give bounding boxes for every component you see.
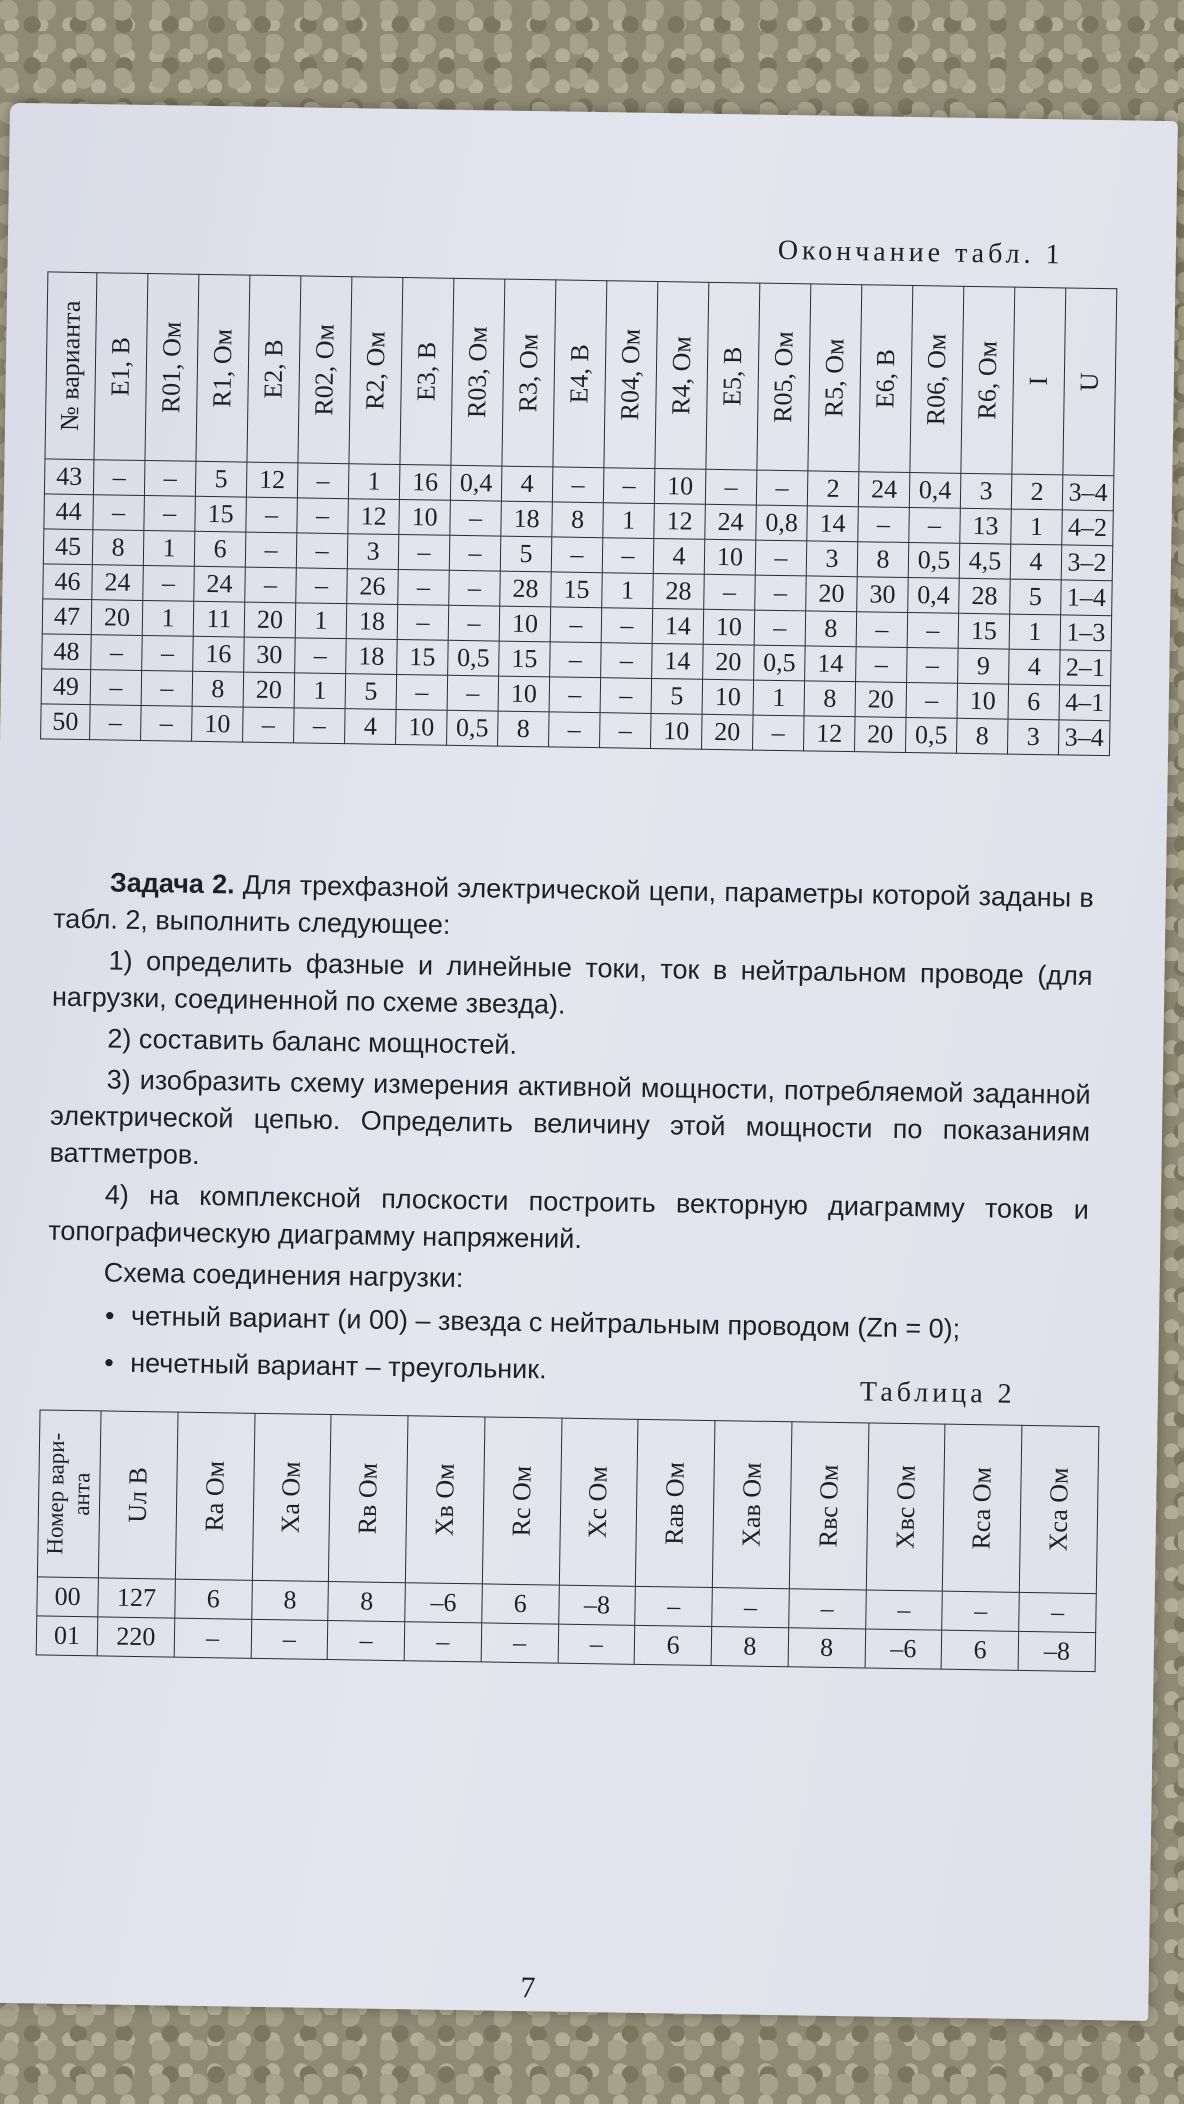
table1-cell: 8 [192,671,244,707]
table1-cell: – [754,610,806,646]
table1-header-13 [706,282,760,470]
table1-header-label: R6, Ом [972,340,1003,420]
table1-header-12 [655,282,709,470]
table1-cell: 0,5 [448,640,500,676]
table1-cell: 12 [654,503,706,539]
table1-cell: 30 [244,637,296,673]
table1-cell: 24 [194,566,246,602]
table1-header-label: R06, Ом [921,333,952,426]
table1-cell: 5 [345,674,397,710]
table2-cell: – [327,1621,404,1661]
table1-cell: 12 [803,716,855,752]
table2-cell: –8 [558,1585,635,1625]
table2-cell: – [404,1622,481,1662]
table2-cell: 01 [36,1616,98,1656]
table2-header-label: Rвс Ом [813,1464,844,1548]
table1-cell: 45 [43,529,93,565]
table1-cell: 0,4 [450,465,502,501]
table1-header-label: U [1074,372,1104,392]
table1-cell: – [906,682,958,718]
table1-cell: – [297,498,349,534]
table2-header-13 [1019,1425,1098,1593]
table1-cell: 20 [806,576,858,612]
table1-cell: 4 [653,538,705,574]
table1-cell: – [144,460,196,496]
table2-header-label: Xa Ом [276,1461,307,1534]
table2-header-6 [482,1417,561,1585]
table1-cell: – [143,565,195,601]
table2-header-label: Xав Ом [736,1462,767,1548]
table1-cell: 4–1 [1059,685,1111,721]
table1-cell: 2 [807,471,859,507]
table2-cell: 8 [251,1580,328,1620]
book-page [0,103,1178,2021]
table1-cell: 14 [805,646,857,682]
table1-cell: 1–4 [1061,580,1113,616]
table1-cell: – [549,712,601,748]
table2-header-0 [37,1410,101,1578]
table1-cell: 46 [43,564,93,600]
table1-cell: 8 [92,530,144,566]
table1-header-label: E2, В [258,339,289,399]
table1-cell: 4 [1009,649,1061,685]
table2-header-7 [559,1418,638,1586]
bullet-odd-text: нечетный вариант – треугольник. [130,1347,547,1385]
table1-cell: – [295,638,347,674]
table2-header-label: Rв Ом [352,1462,383,1535]
table2-cell: –6 [865,1629,942,1669]
table1-cell: 20 [854,717,906,753]
table2-cell: – [251,1619,328,1659]
table1-cell: – [449,570,501,606]
table1-cell: – [91,635,143,671]
table1-cell: 4 [345,709,397,745]
table2-cell: – [174,1618,251,1658]
table1-cell: 4,5 [959,543,1011,579]
task-intro [53,864,1094,954]
table1-cell: 15 [551,572,603,608]
table1-cell: – [141,670,193,706]
table2-cell: – [1019,1592,1096,1632]
table1-cell: – [93,495,145,531]
table1-cell: 8 [498,711,550,747]
table1-cell: 8 [805,611,857,647]
table1-cell: 10 [651,713,703,749]
table1-header-14 [757,283,811,471]
table1-cell: 10 [192,706,244,742]
table1-cell: 50 [41,704,91,740]
table2-cell: 6 [175,1579,252,1619]
table1-cell: – [601,643,653,679]
table1-cell: – [449,535,501,571]
table1-header-label: № варианта [54,300,86,432]
table1-cell: 15 [499,641,551,677]
table-2 [36,1409,1100,1672]
table1-cell: 47 [42,599,92,635]
table1-cell: 1 [348,464,400,500]
table1-cell: 1 [603,503,655,539]
table1-header-2 [145,274,199,462]
table1-cell: – [603,468,655,504]
table1-cell: – [755,540,807,576]
table-1 [40,271,1117,756]
table1-cell: – [296,568,348,604]
table2-header-label: Xса Ом [1043,1467,1074,1552]
task-intro-text: Для трехфазной электрической цепи, параметры которой заданы в табл. 2, выполнить следующее: [53,869,1094,940]
table1-header-6 [349,277,403,465]
table1-cell: 3–4 [1062,475,1114,511]
table1-cell: – [396,674,448,710]
table2-cell: 6 [482,1584,559,1624]
table1-header-8 [451,278,505,466]
table1-cell: – [141,705,193,741]
table1-cell: 0,5 [908,542,960,578]
table2-header-label: Rc Ом [506,1465,537,1537]
table2-cell: 00 [37,1577,99,1617]
table2-header-3 [252,1413,331,1581]
table1-cell: 3 [1007,719,1059,755]
table2-header-1 [98,1411,177,1579]
table1-header-label: R2, Ом [360,331,391,411]
table1-header-label: R3, Ом [513,333,544,413]
table1-header-15 [808,284,862,472]
table1-cell: 1 [143,530,195,566]
table1-cell: 3–4 [1058,720,1110,756]
task-item-3: 3) изобразить схему измерения активной мощности, потребляемой заданной электрической цепью. Определить величину этой мощности по показаниям ваттметров. [49,1064,1091,1170]
table1-cell: 2 [1011,474,1063,510]
table1-cell: 16 [399,464,451,500]
table1-cell: 0,5 [754,645,806,681]
table1-cell: 1–3 [1060,615,1112,651]
table1-cell: 4 [501,466,553,502]
table1-cell: – [705,469,757,505]
table2-cell: –8 [1018,1631,1095,1671]
table1-cell: – [752,715,804,751]
table1-header-label: R02, Ом [309,323,340,416]
table1-header-label: E3, В [411,341,442,402]
table1-header-label: R4, Ом [666,335,697,415]
table1-cell: 5 [500,536,552,572]
table1-cell: 15 [958,613,1010,649]
table1-cell: – [296,533,348,569]
table2-cell: – [635,1586,712,1626]
table1-cell: 10 [702,679,754,715]
table1-cell: 18 [346,604,398,640]
table1-cell: – [550,642,602,678]
task-2 [46,864,1094,1407]
bullet-dot-icon: • [104,1347,114,1378]
table1-cell: 6 [194,531,246,567]
table1-cell: 20 [702,714,754,750]
table1-cell: 1 [753,680,805,716]
table2-header-label: Номер вари- анта [42,1432,95,1555]
table1-cell: 30 [857,577,909,613]
table2-header-2 [175,1412,254,1580]
table1-header-label: R04, Ом [615,328,646,421]
table2-cell: – [481,1623,558,1663]
page-number: 7 [520,1971,536,2005]
table1-header-18 [961,286,1015,474]
table1-cell: – [550,607,602,643]
table1-cell: – [602,538,654,574]
table1-cell: – [907,612,959,648]
table1-cell: 8 [804,681,856,717]
table2-cell: 6 [942,1630,1019,1670]
table2-header-label: Xвс Ом [889,1464,921,1550]
table1-cell: – [398,534,450,570]
table1-cell: 10 [703,609,755,645]
table2-cell: – [942,1591,1019,1631]
table1-cell: – [245,532,297,568]
table1-cell: 10 [957,683,1009,719]
table2-cell: 127 [98,1578,175,1618]
table1-header-label: I [1023,376,1053,386]
table1-cell: – [600,713,652,749]
table1-header-label: R03, Ом [462,326,493,419]
table1-header-1 [94,273,148,461]
table1-cell: 26 [347,569,399,605]
table1-cell: 18 [346,639,398,675]
table1-cell: 20 [703,644,755,680]
table2-header-label: Ra Ом [199,1460,230,1532]
table1-cell: 43 [44,459,94,495]
table1-cell: – [142,635,194,671]
table1-cell: 20 [243,672,295,708]
table2-cell: – [865,1590,942,1630]
table1-cell: 10 [704,539,756,575]
table1-header-label: E6, В [870,348,901,409]
table1-cell: – [448,605,500,641]
table1-cell: – [756,470,808,506]
table2-header-11 [866,1423,945,1591]
table1-cell: – [294,708,346,744]
table1-cell: 28 [653,573,705,609]
table1-cell: 14 [652,608,704,644]
table1-cell: 0,4 [909,473,961,509]
table1-cell: 18 [501,501,553,537]
table1-cell: – [93,460,145,496]
table1-header-0 [45,272,97,460]
table1-header-label: R1, Ом [207,328,238,408]
table2-cell: – [558,1624,635,1664]
table1-cell: 24 [92,565,144,601]
table1-cell: 16 [193,636,245,672]
table1-cell: 1 [602,573,654,609]
table1-cell: 13 [960,508,1012,544]
table1-cell: 1 [1009,614,1061,650]
table2-cell: 8 [788,1628,865,1668]
table1-cell: 14 [652,643,704,679]
table1-cell: 10 [498,676,550,712]
table1-cell: 3 [347,534,399,570]
table1-cell: 10 [499,606,551,642]
table1-header-row [45,272,1117,476]
table1-cell: 10 [396,709,448,745]
table1-cell: 1 [1011,509,1063,545]
table1-cell: 5 [195,461,247,497]
table2-header-label: Uл В [122,1466,153,1524]
table1-cell: 12 [348,499,400,535]
table2-cell: 8 [711,1627,788,1667]
table1-cell: 3–2 [1061,545,1113,581]
table1-cell: 15 [397,639,449,675]
table2-header-row [37,1410,1098,1594]
table1-cell: 28 [500,571,552,607]
table1-cell: 10 [399,499,451,535]
task-item-1: 1) определить фазные и линейные токи, ток в нейтральном проводе (для нагрузки, соединенной по схеме звезда). [51,945,1093,1020]
table1-header-9 [502,279,556,467]
table1-cell: 24 [858,472,910,508]
table1-cell: 48 [42,634,92,670]
table2-header-label: Xc Ом [583,1465,614,1539]
table1-cell: – [755,575,807,611]
table1-cell: – [909,508,961,544]
table1-cell: – [297,463,349,499]
table1-header-19 [1012,287,1066,475]
table2-cell: 8 [328,1582,405,1622]
table1-cell: – [447,675,499,711]
table1-cell: 24 [705,504,757,540]
table1-cell: 0,4 [908,577,960,613]
table1-cell: 5 [1010,579,1062,615]
table1-header-16 [859,285,913,473]
bullet-dot-icon: • [104,1300,115,1331]
table1-cell: 1 [294,673,346,709]
table1-header-label: R01, Ом [156,321,187,414]
table1-cell: – [704,574,756,610]
table1-cell: 8 [857,542,909,578]
table2-caption: Таблица 2 [859,1376,1016,1410]
table1-cell: 0,5 [447,710,499,746]
table1-cell: 20 [91,600,143,636]
table1-header-20 [1063,288,1117,476]
table1-header-5 [298,276,352,464]
table1-cell: 0,8 [756,505,808,541]
table2-header-8 [636,1419,715,1587]
table1-cell: 4 [1010,544,1062,580]
task-title: Задача 2. [109,867,235,900]
table2-header-label: Rса Ом [966,1466,998,1550]
table1-cell: 5 [651,678,703,714]
table1-cell: 3 [960,473,1012,509]
table1-cell: – [397,604,449,640]
table1-cell: 4–2 [1062,510,1114,546]
table1-cell: 11 [193,601,245,637]
table2-cell: –6 [405,1583,482,1623]
task-item-2: 2) составить баланс мощностей. [107,1023,518,1060]
table1-header-17 [910,286,964,474]
table2-header-12 [943,1424,1022,1592]
table1-cell: – [601,608,653,644]
table1-cell: 8 [552,502,604,538]
table1-cell: 1 [142,600,194,636]
table1-header-label: E1, В [105,336,136,397]
table2-cell: 220 [97,1617,174,1657]
table1-header-label: R05, Ом [768,330,799,424]
table1-cell: 8 [956,718,1008,754]
table1-cell: 6 [1008,684,1060,720]
table1-cell: – [856,647,908,683]
table2-header-9 [712,1421,791,1589]
table1-header-3 [196,274,250,462]
table2-cell: – [712,1588,789,1628]
table1-caption: Окончание табл. 1 [777,234,1064,271]
table1-cell: – [856,612,908,648]
scheme-label: Схема соединения нагрузки: [103,1257,464,1294]
table1-cell: 20 [855,682,907,718]
table2-header-10 [789,1422,868,1590]
table1-cell: 20 [244,602,296,638]
table1-cell: 3 [806,541,858,577]
bullet-even [47,1297,1087,1350]
table1-cell: – [450,500,502,536]
table1-cell: – [245,567,297,603]
table1-header-label: E4, В [564,343,595,404]
table1-header-4 [247,275,301,463]
table1-header-label: E5, В [717,346,748,407]
table1-cell: 12 [246,462,298,498]
task-item-4: 4) на комплексной плоскости построить векторную диаграмму токов и топографическую диаграмму напряжений. [48,1179,1090,1254]
table1-header-label: R5, Ом [819,338,850,418]
table1-cell: – [549,677,601,713]
table1-cell: 49 [41,669,91,705]
table1-cell: – [907,647,959,683]
table1-cell: 2–1 [1060,650,1112,686]
table1-cell: 28 [959,578,1011,614]
table2-header-5 [405,1416,484,1584]
table1-header-7 [400,278,454,466]
table2-header-label: Rав Ом [659,1461,691,1546]
table1-cell: – [243,707,295,743]
table2-header-4 [329,1415,408,1583]
table2-cell: – [789,1589,866,1629]
table1-cell: 10 [654,469,706,505]
table1-cell: – [246,497,298,533]
table2-cell: 6 [634,1625,711,1665]
table1-cell: 9 [958,648,1010,684]
table1-cell: 44 [44,494,94,530]
table1-header-11 [604,281,658,469]
table1-cell: 14 [807,506,859,542]
table2-header-label: Xв Ом [429,1463,460,1537]
table1-cell: – [90,670,142,706]
table1-cell: – [144,495,196,531]
table1-cell: 0,5 [905,717,957,753]
table1-cell: – [552,467,604,503]
table1-cell: 1 [295,603,347,639]
table1-cell: 15 [195,496,247,532]
table1-cell: – [858,507,910,543]
table1-cell: – [551,537,603,573]
table1-cell: – [398,569,450,605]
bullet-even-text: четный вариант (и 00) – звезда с нейтральным проводом (Zn = 0); [130,1300,961,1344]
table1-header-10 [553,280,607,468]
table1-cell: – [600,678,652,714]
table1-cell: – [90,705,142,741]
